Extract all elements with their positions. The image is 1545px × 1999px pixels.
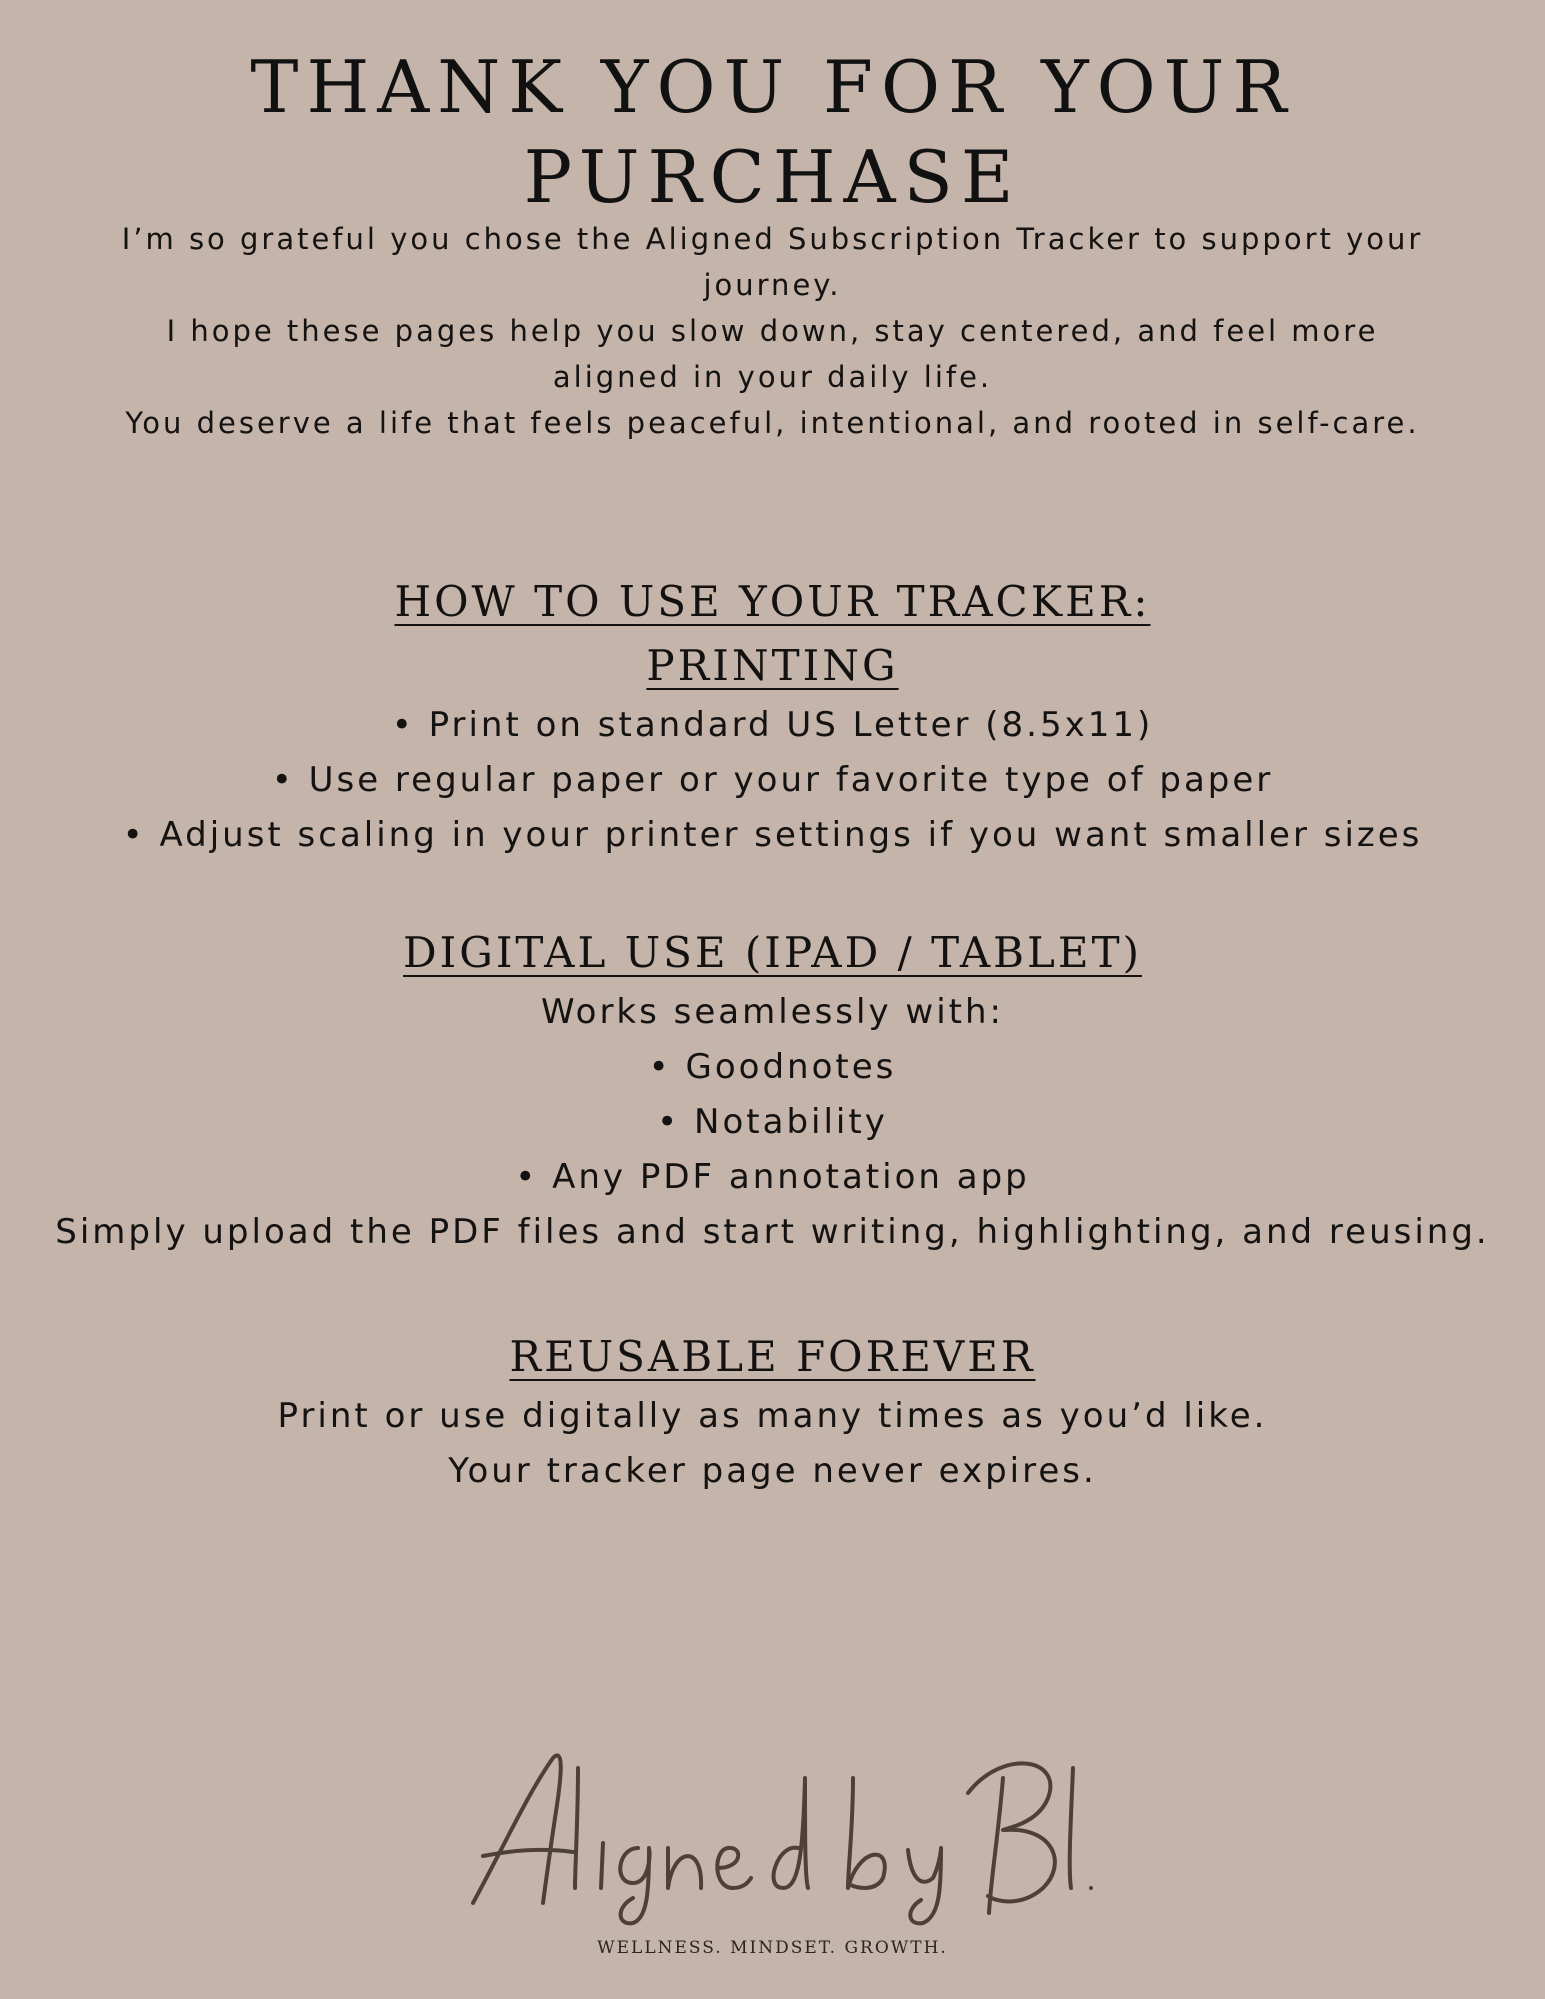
brand-tagline: WELLNESS. MINDSET. GROWTH. [597, 1938, 948, 1958]
digital-lead: Works seamlessly with: [541, 992, 1004, 1032]
intro-line: I’m so grateful you chose the Aligned Subscription Tracker to support your journey. [121, 222, 1424, 302]
printing-bullet: • Print on standard US Letter (8.5x11) [0, 698, 1545, 753]
intro-message [100, 216, 1445, 446]
brand-logo [0, 1738, 1545, 1928]
printing-heading: PRINTING [646, 641, 899, 690]
digital-app-item: • Notability [0, 1095, 1545, 1150]
printing-section [0, 570, 1545, 863]
printing-bullet: • Use regular paper or your favorite type of paper [0, 753, 1545, 808]
intro-line: I hope these pages help you slow down, stay centered, and feel more aligned in your daily life. [166, 314, 1379, 394]
printing-bullet: • Adjust scaling in your printer settings if you want smaller sizes [0, 808, 1545, 863]
digital-app-item: • Goodnotes [0, 1040, 1545, 1095]
page-title: THANK YOU FOR YOUR PURCHASE [250, 45, 1295, 219]
digital-closing: Simply upload the PDF files and start writing, highlighting, and reusing. [55, 1212, 1490, 1252]
digital-app-item: • Any PDF annotation app [0, 1150, 1545, 1205]
how-to-heading: HOW TO USE YOUR TRACKER: [394, 577, 1151, 626]
intro-line: You deserve a life that feels peaceful, intentional, and rooted in self-care. [125, 406, 1420, 440]
digital-heading: DIGITAL USE (IPAD / TABLET) [403, 928, 1142, 977]
reusable-section [0, 1325, 1545, 1499]
reusable-line: Your tracker page never expires. [448, 1451, 1097, 1491]
signature-logo-icon [443, 1738, 1103, 1928]
digital-section [0, 921, 1545, 1260]
reusable-heading: REUSABLE FOREVER [509, 1332, 1036, 1381]
reusable-line: Print or use digitally as many times as you’d like. [277, 1396, 1268, 1436]
